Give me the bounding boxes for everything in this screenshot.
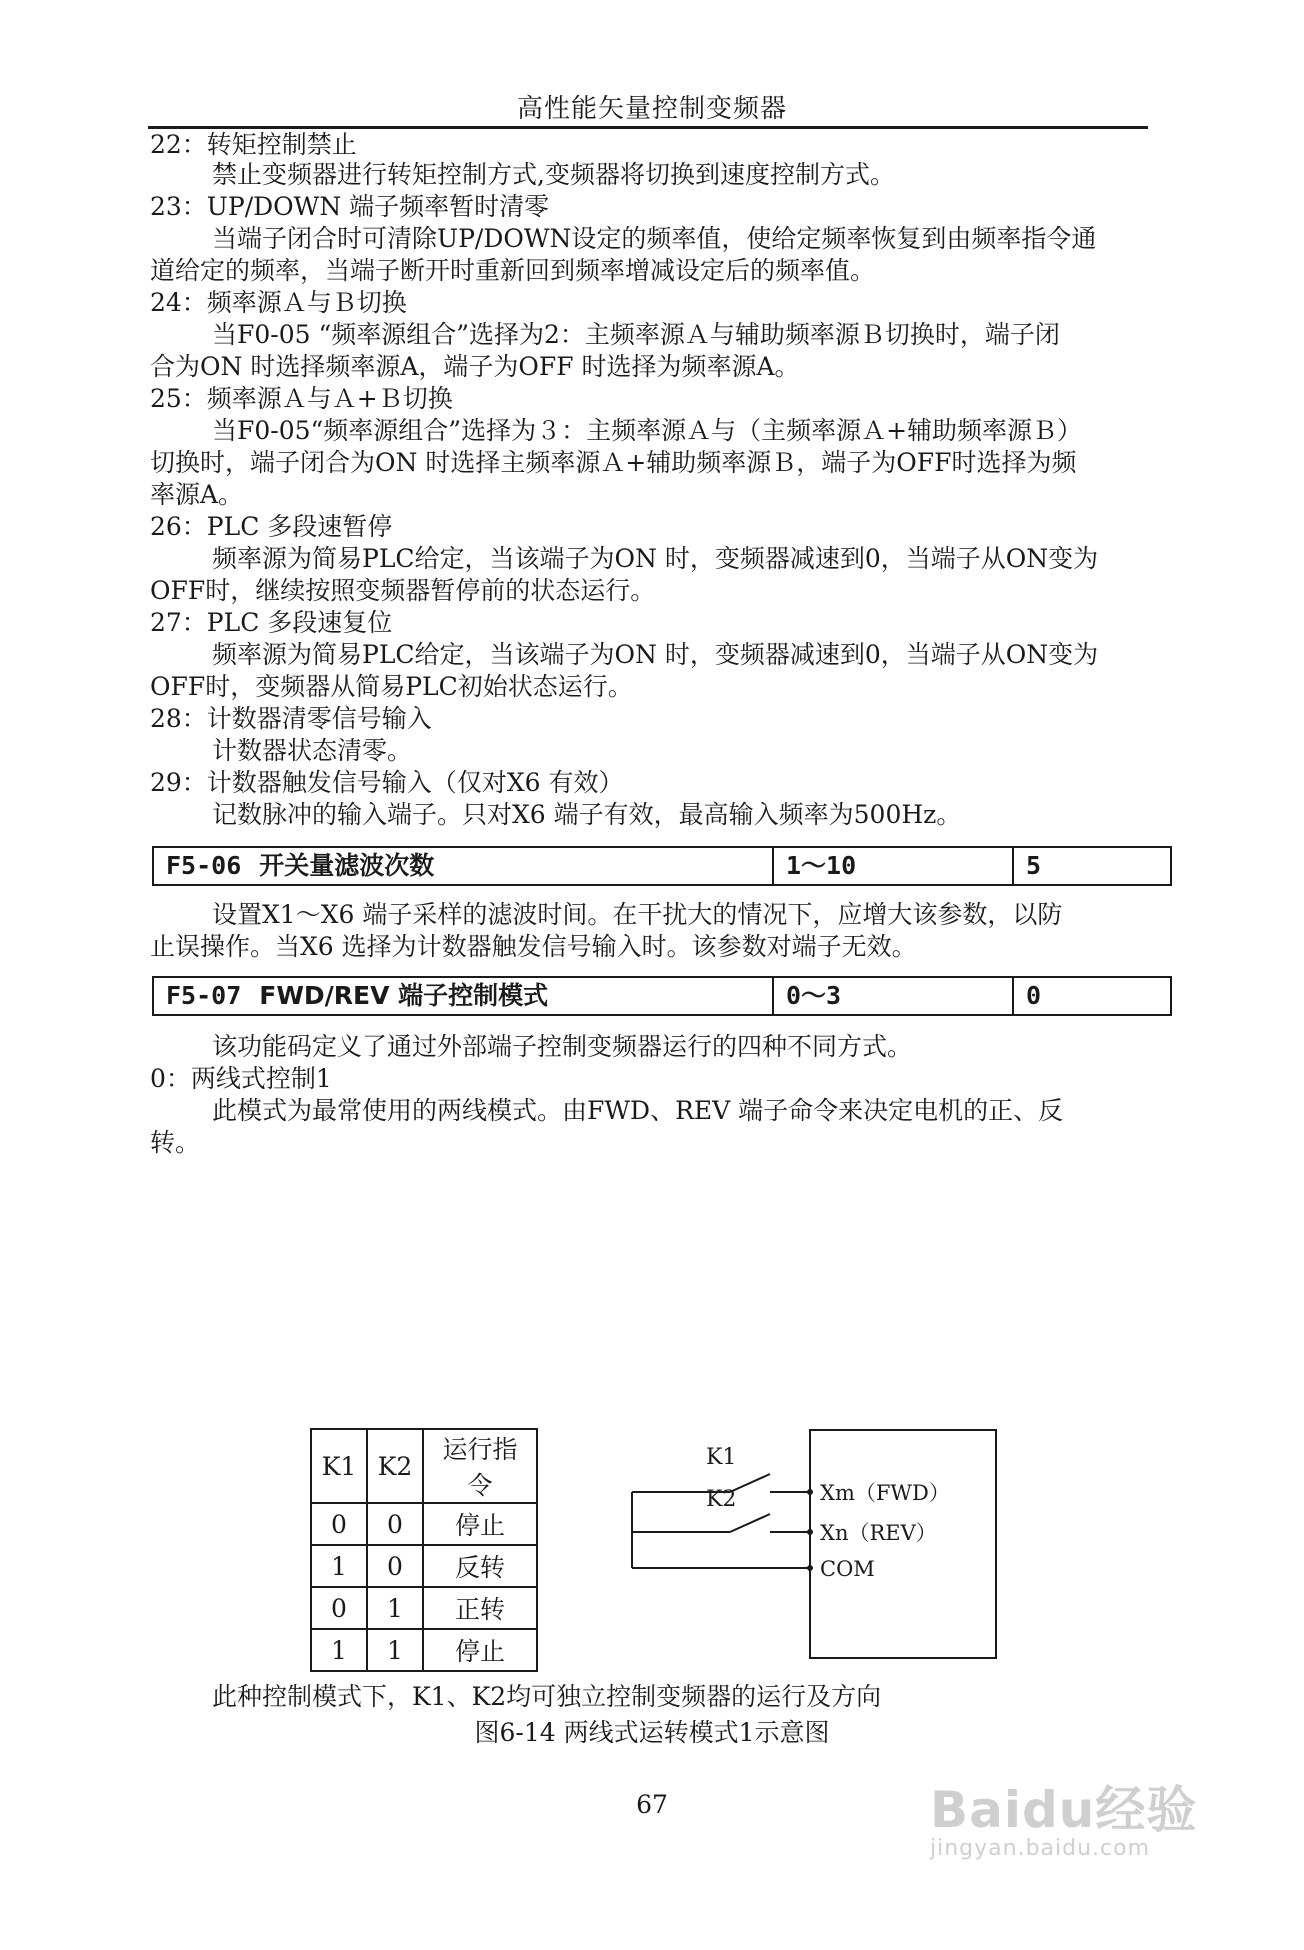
param-code: F5-06: [166, 851, 242, 880]
item-26-desc-1: 频率源为简易PLC给定，当该端子为ON 时，变频器减速到0，当端子从ON变为: [212, 544, 1099, 573]
baidu-url: jingyan.baidu.com: [930, 1836, 1151, 1861]
mode-0-desc-2: 转。: [150, 1128, 201, 1157]
wiring-diagram: [620, 1428, 1010, 1668]
page-number: 67: [636, 1790, 668, 1819]
param-range: 0～3: [774, 978, 1014, 1014]
param-default: 0: [1026, 981, 1042, 1010]
item-27-desc-1: 频率源为简易PLC给定，当该端子为ON 时，变频器减速到0，当端子从ON变为: [212, 640, 1099, 669]
item-25-desc-3: 率源A。: [150, 480, 244, 509]
k1-label: K1: [706, 1445, 737, 1470]
param-code: F5-07: [166, 981, 242, 1010]
header-title: 高性能矢量控制变频器: [516, 94, 787, 124]
truth-table-cell: 正转: [423, 1587, 537, 1629]
item-23-title: 23：UP/DOWN 端子频率暂时清零: [150, 192, 550, 221]
truth-table-row: [311, 1545, 537, 1587]
mode-0-title: 0：两线式控制1: [150, 1064, 332, 1093]
item-26-title: 26：PLC 多段速暂停: [150, 512, 393, 541]
truth-table-row: [311, 1629, 537, 1671]
truth-table-cell: 0: [311, 1503, 367, 1545]
item-24-title: 24：频率源Ａ与Ｂ切换: [150, 288, 407, 317]
param-code-name-cell: [154, 978, 774, 1014]
item-26-desc-2: OFF时，继续按照变频器暂停前的状态运行。: [150, 576, 656, 605]
figure-caption: 图6-14 两线式运转模式1示意图: [474, 1718, 830, 1747]
truth-table-cell: 1: [311, 1629, 367, 1671]
f5-06-desc-2: 止误操作。当X6 选择为计数器触发信号输入时。该参数对端子无效。: [150, 932, 917, 961]
truth-table-header: K1: [311, 1429, 367, 1503]
truth-table-row: [311, 1503, 537, 1545]
item-23-desc-2: 道给定的频率，当端子断开时重新回到频率增减设定后的频率值。: [150, 256, 876, 285]
item-27-desc-2: OFF时，变频器从简易PLC初始状态运行。: [150, 672, 633, 701]
truth-table: [310, 1428, 538, 1672]
truth-table-cell: 0: [367, 1503, 423, 1545]
figure-note: 此种控制模式下，K1、K2均可独立控制变频器的运行及方向: [212, 1682, 882, 1711]
truth-table-header-row: [311, 1429, 537, 1503]
truth-table-cell: 反转: [423, 1545, 537, 1587]
truth-table-header: 运行指令: [423, 1429, 537, 1503]
truth-table-row: [311, 1587, 537, 1629]
param-box-f5-06: [152, 846, 1172, 886]
baidu-logo: Baidu经验: [930, 1781, 1198, 1839]
mode-0-desc-1: 此模式为最常使用的两线模式。由FWD、REV 端子命令来决定电机的正、反: [212, 1096, 1064, 1125]
xn-terminal-dot: [807, 1529, 813, 1535]
truth-table-cell: 1: [311, 1545, 367, 1587]
f5-07-desc-1: 该功能码定义了通过外部端子控制变频器运行的四种不同方式。: [212, 1032, 913, 1061]
item-22-desc: 禁止变频器进行转矩控制方式,变频器将切换到速度控制方式。: [212, 160, 895, 189]
item-29-desc: 记数脉冲的输入端子。只对X6 端子有效，最高输入频率为500Hz。: [212, 800, 962, 829]
param-box-f5-07: [152, 976, 1172, 1016]
truth-table-cell: 停止: [423, 1503, 537, 1545]
f5-06-desc-1: 设置X1～X6 端子采样的滤波时间。在干扰大的情况下，应增大该参数，以防: [212, 900, 1063, 929]
baidu-watermark: [930, 1770, 1197, 1861]
item-23-desc-1: 当端子闭合时可清除UP/DOWN设定的频率值，使给定频率恢复到由频率指令通: [212, 224, 1097, 253]
com-terminal-dot: [807, 1565, 813, 1571]
item-24-desc-2: 合为ON 时选择频率源A，端子为OFF 时选择为频率源A。: [150, 352, 800, 381]
item-27-title: 27：PLC 多段速复位: [150, 608, 393, 637]
truth-table-cell: 0: [367, 1545, 423, 1587]
truth-table-cell: 1: [367, 1587, 423, 1629]
item-29-title: 29：计数器触发信号输入（仅对X6 有效）: [150, 768, 624, 797]
item-25-desc-1: 当F0-05“频率源组合”选择为３：主频率源Ａ与（主频率源Ａ+辅助频率源Ｂ）: [212, 416, 1083, 445]
k2-label: K2: [706, 1487, 737, 1512]
item-25-title: 25：频率源Ａ与Ａ+Ｂ切换: [150, 384, 453, 413]
truth-table-cell: 停止: [423, 1629, 537, 1671]
item-25-desc-2: 切换时，端子闭合为ON 时选择主频率源Ａ+辅助频率源Ｂ，端子为OFF时选择为频: [150, 448, 1077, 477]
param-range: 1～10: [774, 848, 1014, 884]
truth-table-cell: 1: [367, 1629, 423, 1671]
k2-switch-blade: [730, 1514, 770, 1532]
xm-fwd-label: Xm（FWD）: [820, 1481, 950, 1505]
xm-terminal-dot: [807, 1489, 813, 1495]
item-28-desc: 计数器状态清零。: [212, 736, 413, 765]
param-code-name-cell: [154, 848, 774, 884]
xn-rev-label: Xn（REV）: [820, 1521, 937, 1545]
param-default: 5: [1026, 851, 1042, 880]
param-name: FWD/REV 端子控制模式: [259, 981, 549, 1010]
item-24-desc-1: 当F0-05 “频率源组合”选择为2：主频率源Ａ与辅助频率源Ｂ切换时，端子闭: [212, 320, 1060, 349]
truth-table-header: K2: [367, 1429, 423, 1503]
param-name: 开关量滤波次数: [259, 851, 435, 880]
item-28-title: 28：计数器清零信号输入: [150, 704, 432, 733]
truth-table-cell: 0: [311, 1587, 367, 1629]
item-22-title: 22：转矩控制禁止: [150, 130, 357, 159]
com-label: COM: [820, 1557, 875, 1581]
